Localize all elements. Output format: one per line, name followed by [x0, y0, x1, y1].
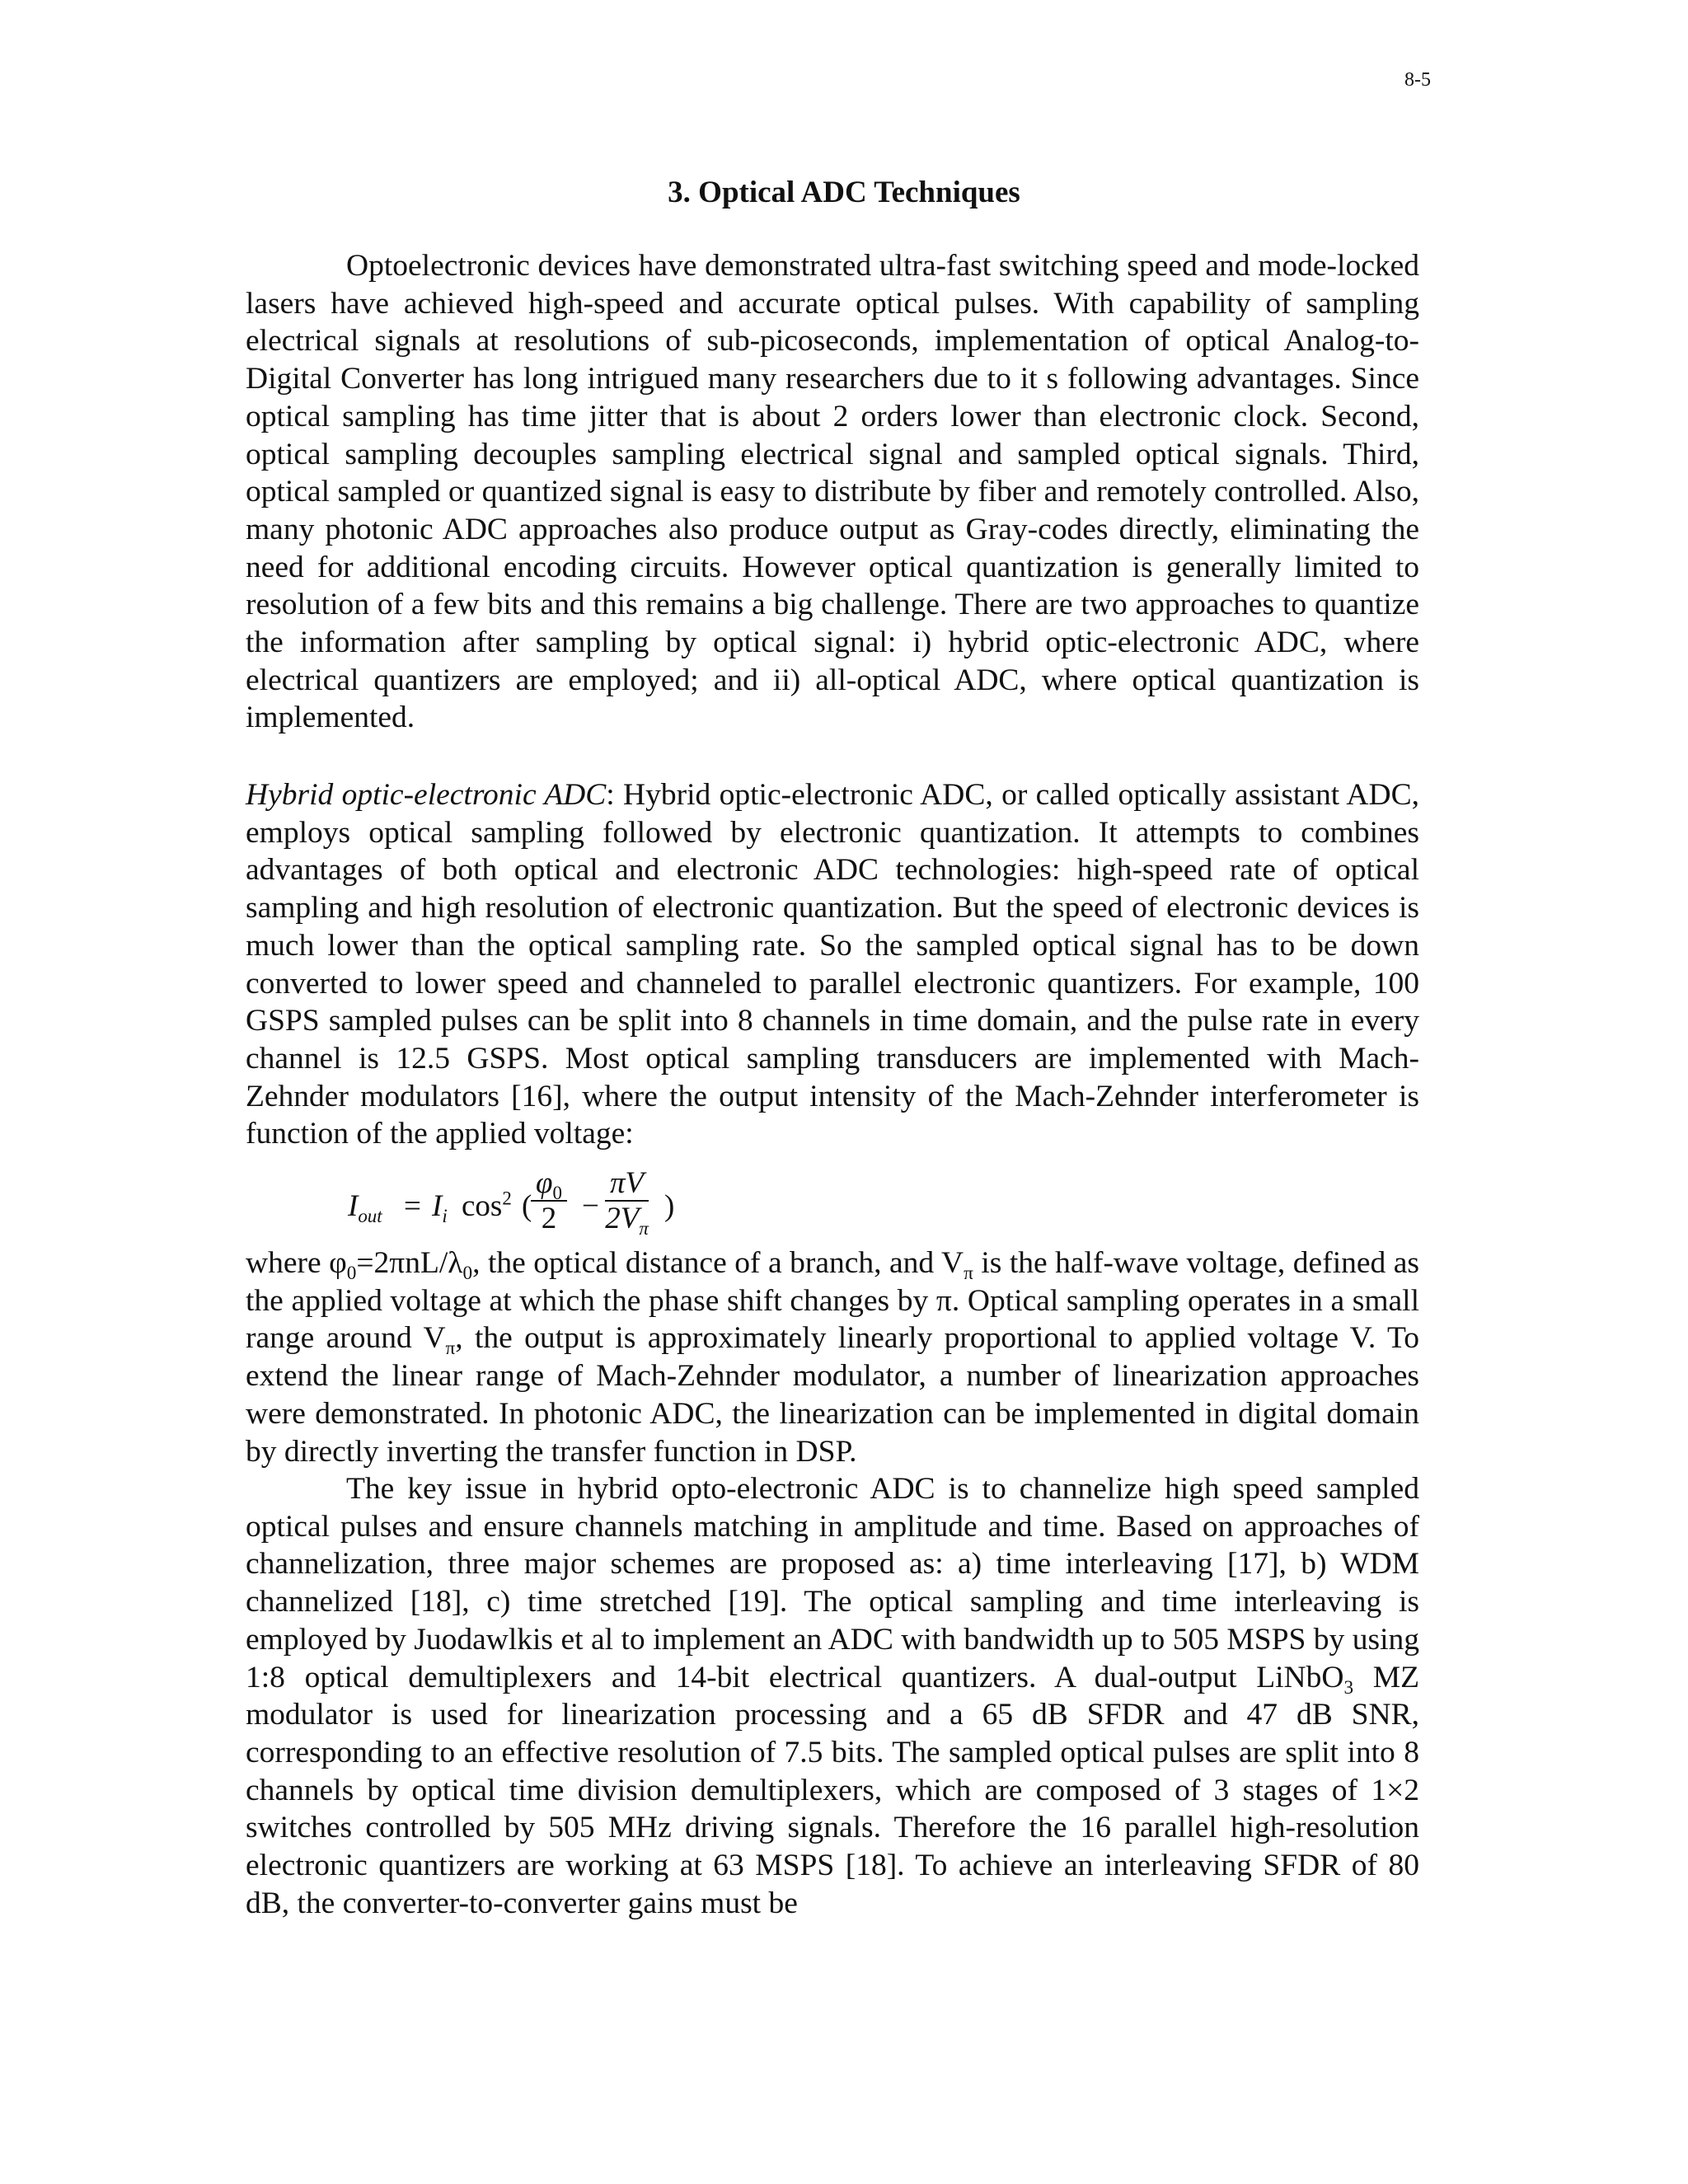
equation-equals: = — [404, 1189, 421, 1223]
key-issue-paragraph: The key issue in hybrid opto-electronic ADC is to channelize high speed sampled optical pulses and ensure channels matching in amplitude and time. Based on approaches of channelization, three major schemes are proposed as: a) time interleaving [17], b) WDM channelized [18], c) time stretched [19]. The optical sampling and time interleaving is employed by Juodawlkis et al to implement an ADC with bandwidth up to 505 MSPS by using 1:8 optical demultiplexers and 14-bit electrical quantizers. A dual-output LiNbO$_3$ MZ modulator is used for linearization processing and a 65 dB SFDR and 47 dB SNR, corresponding to an effective resolution of 7.5 bits. The sampled optical pulses are split into 8 channels by optical time division demultiplexers, which are composed of 3 stages of 1×2 switches controlled by 505 MHz driving signals. Therefore the 16 parallel high-resolution electronic quantizers are working at 63 MSPS [18]. To achieve an interleaving SFDR of 80 dB, the converter-to-converter gains must be — [246, 1472, 1419, 1920]
equation-cos: $\cos^2$ — [462, 1188, 512, 1223]
hybrid-text: : Hybrid optic-electronic ADC, or called optically assistant ADC, employs optical sampling followed by electronic quantization. It attempts to combines advantages of both optical and electronic ADC technologies: high-speed rate of optical sampling and high resolution of electronic quantization. But the speed of electronic devices is much lower than the optical sampling rate. So the sampled optical signal has to be down converted to lower speed and channeled to parallel electronic quantizers. For example, 100 GSPS sampled pulses can be split into 8 channels in time domain, and the pulse rate in every channel is 12.5 GSPS. Most optical sampling transducers are implemented with Mach-Zehnder modulators [16], where the output intensity of the Mach-Zehnder interferometer is function of the applied voltage: — [246, 778, 1419, 1151]
equation-input-intensity: $I_i$ — [432, 1189, 448, 1227]
equation-close-paren: ) — [664, 1189, 675, 1223]
hybrid-paragraph — [246, 776, 1419, 1153]
equation-fraction-phi: $\frac{\varphi_0}{2}$ — [531, 1167, 567, 1236]
equation-open-paren: ( — [522, 1189, 532, 1223]
hybrid-heading: Hybrid optic-electronic ADC — [246, 778, 607, 812]
equation-minus: − — [582, 1189, 599, 1223]
intro-paragraph: Optoelectronic devices have demonstrated ultra-fast switching speed and mode-locked lasers have achieved high-speed and accurate optical pulses. With capability of sampling electrical signals at resolutions of sub-picoseconds, implementation of optical Analog-to-Digital Converter has long intrigued many researchers due to it s following advantages. Since optical sampling has time jitter that is about 2 orders lower than electronic clock. Second, optical sampling decouples sampling electrical signal and sampled optical signals. Third, optical sampled or quantized signal is easy to distribute by fiber and remotely controlled. Also, many photonic ADC approaches also produce output as Gray-codes directly, eliminating the need for additional encoding circuits. However optical quantization is generally limited to resolution of a few bits and this remains a big challenge. There are two approaches to quantize the information after sampling by optical signal: i) hybrid optic-electronic ADC, where electrical quantizers are employed; and ii) all-optical ADC, where optical quantization is implemented. — [246, 249, 1419, 735]
where-paragraph: where $\varphi_0=2\pi nL/\lambda_0$, the optical distance of a branch, and $V_\pi$ is the half-wave voltage, defined as the applied voltage at which the phase shift changes by π. Optical sampling operates in a small range around $V_\pi$, the output is approximately linearly proportional to applied voltage V. To extend the linear range of Mach-Zehnder modulator, a number of linearization approaches were demonstrated. In photonic ADC, the linearization can be implemented in digital domain by directly inverting the transfer function in DSP. — [246, 1246, 1419, 1469]
page-number: 8-5 — [1404, 69, 1431, 91]
mach-zehnder-equation — [348, 1167, 694, 1243]
equation-fraction-voltage: $\frac{\pi V}{2V_\pi}$ — [605, 1166, 649, 1240]
section-title: 3. Optical ADC Techniques — [668, 176, 1020, 209]
equation-lhs: $I_{out}$ — [348, 1189, 382, 1227]
